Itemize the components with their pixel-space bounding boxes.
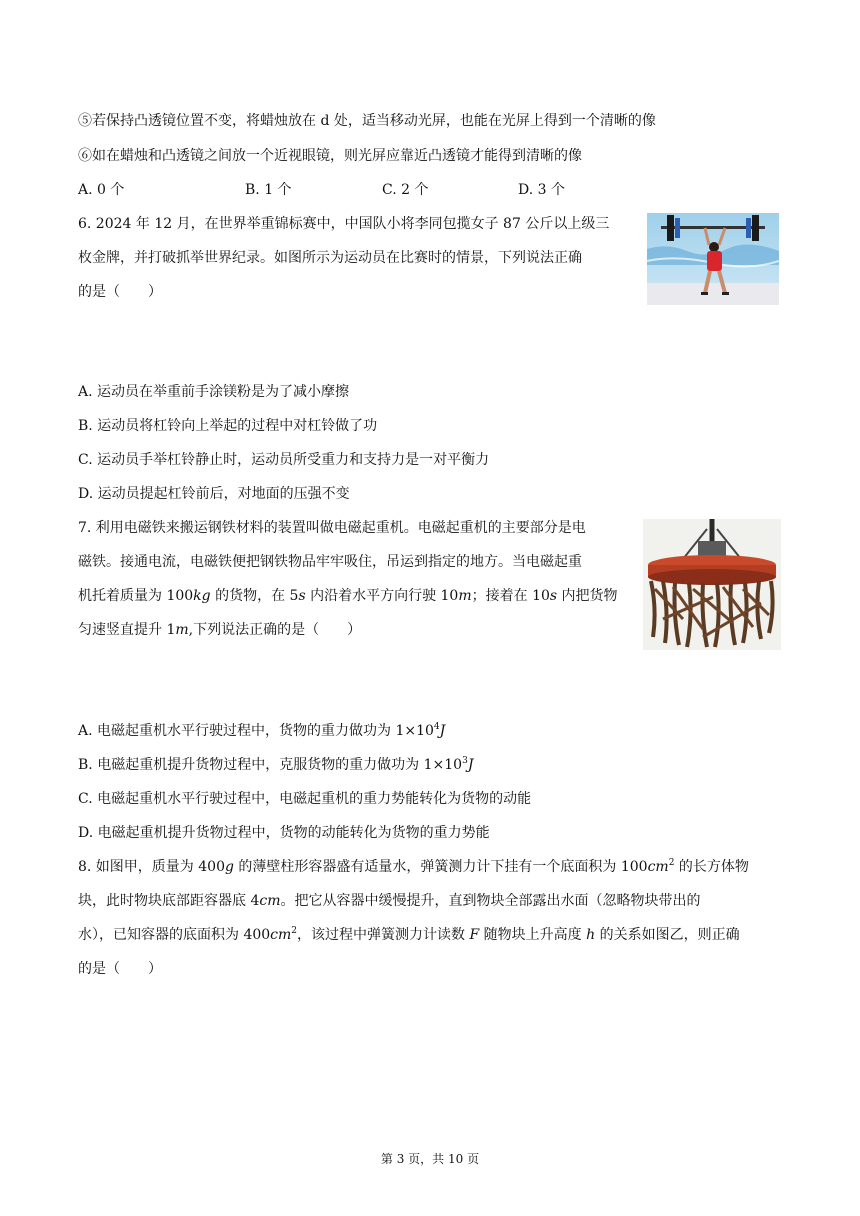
q6-line-3: 的是（ ）	[78, 284, 162, 300]
q8-line-1: 8. 如图甲，质量为 400g 的薄壁柱形容器盛有适量水，弹簧测力计下挂有一个底面积为 $100cm^2$ 的长方体物	[78, 858, 749, 875]
q5-option-b: B. 1 个	[245, 182, 292, 198]
q7-line-2: 磁铁。接通电流，电磁铁便把钢铁物品牢牢吸住，吊运到指定的地方。当电磁起重	[78, 554, 582, 570]
q8-line-4: 的是（ ）	[78, 961, 162, 977]
q6-line-1: 6. 2024 年 12 月，在世界举重锦标赛中，中国队小将李同包揽女子 87 公斤以上级三	[78, 216, 610, 232]
q5-option-a: A. 0 个	[78, 182, 125, 198]
q7-option-c: C. 电磁起重机水平行驶过程中，电磁起重机的重力势能转化为货物的动能	[78, 791, 532, 807]
q5-option-c: C. 2 个	[382, 182, 429, 198]
q5-statement-6: ⑥如在蜡烛和凸透镜之间放一个近视眼镜，则光屏应靠近凸透镜才能得到清晰的像	[78, 148, 582, 164]
page-footer: 第 3 页，共 10 页	[380, 1152, 480, 1166]
q8-line-3: 水），已知容器的底面积为 $400cm^2$，该过程中弹簧测力计读数 F 随物块上升高度 h 的关系如图乙，则正确	[78, 926, 740, 943]
q7-line-3: 机托着质量为 100kg 的货物，在 5s 内沿着水平方向行驶 10m；接着在 10s 内把货物	[78, 588, 618, 604]
q7-option-d: D. 电磁起重机提升货物过程中，货物的动能转化为货物的重力势能	[78, 825, 490, 841]
q7-option-b: B. 电磁起重机提升货物过程中，克服货物的重力做功为 $1\times 10^3J$	[78, 756, 474, 773]
q6-line-2: 枚金牌，并打破抓举世界纪录。如图所示为运动员在比赛时的情景，下列说法正确	[78, 250, 582, 266]
weightlifter-image	[647, 213, 779, 305]
q7-line-1: 7. 利用电磁铁来搬运钢铁材料的装置叫做电磁起重机。电磁起重机的主要部分是电	[78, 520, 586, 536]
q7-option-a: A. 电磁起重机水平行驶过程中，货物的重力做功为 $1\times 10^4J$	[78, 722, 446, 739]
q8-line-2: 块，此时物块底部距容器底 4cm。把它从容器中缓慢提升，直到物块全部露出水面（忽略物块带出的	[78, 893, 701, 909]
q6-option-b: B. 运动员将杠铃向上举起的过程中对杠铃做了功	[78, 418, 378, 434]
q6-option-d: D. 运动员提起杠铃前后，对地面的压强不变	[78, 486, 350, 502]
q5-option-d: D. 3 个	[518, 182, 565, 198]
electromagnetic-crane-image	[643, 519, 781, 650]
q6-option-a: A. 运动员在举重前手涂镁粉是为了减小摩擦	[78, 384, 350, 400]
q7-line-4: 匀速竖直提升 1m,下列说法正确的是（ ）	[78, 622, 362, 638]
q6-option-c: C. 运动员手举杠铃静止时，运动员所受重力和支持力是一对平衡力	[78, 452, 490, 468]
q5-statement-5: ⑤若保持凸透镜位置不变，将蜡烛放在 d 处，适当移动光屏，也能在光屏上得到一个清晰的像	[78, 113, 656, 129]
